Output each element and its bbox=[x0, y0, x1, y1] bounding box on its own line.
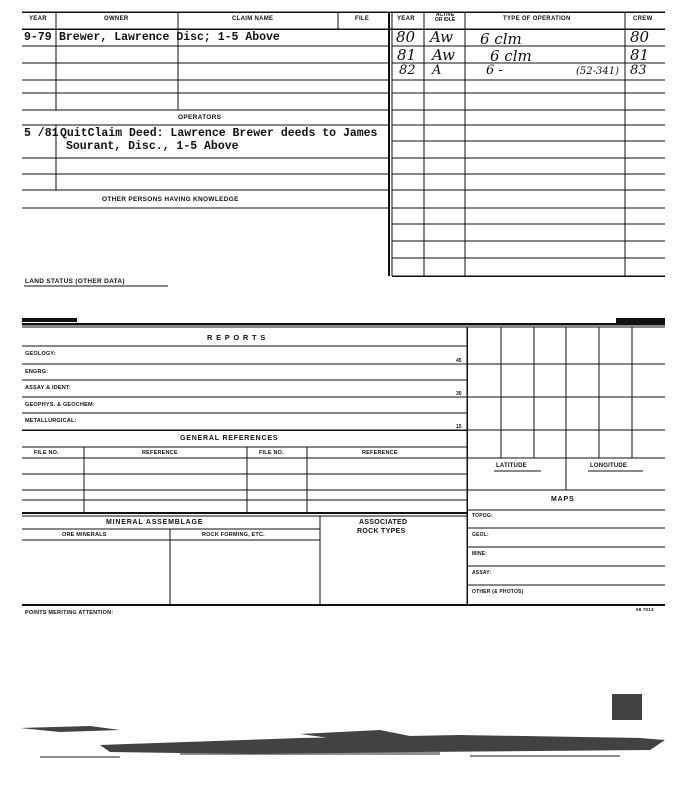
col-reference-2: REFERENCE bbox=[362, 450, 398, 456]
activity-status-2: Aw bbox=[432, 46, 455, 64]
rock-types-label: ROCK TYPES bbox=[357, 528, 406, 535]
activity-year-1: 80 bbox=[396, 28, 416, 46]
activity-operation-2: 6 clm bbox=[490, 47, 532, 65]
associated-label: ASSOCIATED bbox=[359, 519, 408, 526]
owner-entry-text: Brewer, Lawrence Disc; 1-5 Above bbox=[59, 31, 280, 44]
mineral-assemblage-heading: MINERAL ASSEMBLAGE bbox=[106, 519, 204, 526]
report-engrg: ENGRG: bbox=[25, 369, 49, 375]
marker-45: 45 bbox=[456, 358, 462, 364]
form-number: 59 7013 bbox=[636, 607, 654, 612]
activity-note-3: (52-341) bbox=[576, 66, 619, 77]
operator-line-2: Sourant, Disc., 1-5 Above bbox=[66, 140, 239, 153]
operator-date: 5 /81 bbox=[24, 127, 59, 140]
map-geol: GEOL: bbox=[472, 532, 489, 538]
land-status-heading: LAND STATUS (OTHER DATA) bbox=[25, 278, 125, 285]
marker-30: 30 bbox=[456, 391, 462, 397]
map-mine: MINE: bbox=[472, 551, 488, 557]
ore-minerals-label: ORE MINERALS bbox=[62, 532, 107, 538]
points-meriting-attention: POINTS MERITING ATTENTION: bbox=[25, 610, 114, 616]
header-claim-name: CLAIM NAME bbox=[232, 16, 274, 22]
report-geophys: GEOPHYS. & GEOCHEM: bbox=[25, 402, 95, 408]
rock-forming-label: ROCK FORMING, ETC. bbox=[202, 532, 265, 538]
col-file-no: FILE NO. bbox=[34, 450, 59, 456]
activity-operation-3: 6 - bbox=[486, 63, 503, 78]
header-file: FILE bbox=[355, 16, 370, 22]
activity-operation-1: 6 clm bbox=[480, 30, 522, 48]
activity-year-3: 82 bbox=[399, 63, 416, 78]
maps-heading: MAPS bbox=[551, 496, 575, 503]
marker-15: 15 bbox=[456, 424, 462, 430]
activity-year-2: 81 bbox=[397, 46, 417, 64]
map-assay: ASSAY: bbox=[472, 570, 492, 576]
header-crew: CREW bbox=[633, 16, 653, 22]
activity-crew-3: 83 bbox=[630, 63, 647, 78]
col-reference: REFERENCE bbox=[142, 450, 178, 456]
latitude-label: LATITUDE bbox=[496, 463, 527, 469]
header-year: YEAR bbox=[29, 16, 47, 22]
owner-entry-year: 9-79 bbox=[24, 31, 52, 44]
reports-heading: R E P O R T S bbox=[207, 333, 267, 342]
activity-status-3: A bbox=[432, 63, 442, 78]
report-metallurgical: METALLURGICAL: bbox=[25, 418, 77, 424]
report-assay: ASSAY & IDENT: bbox=[25, 385, 71, 391]
longitude-label: LONGITUDE bbox=[590, 463, 628, 469]
activity-crew-1: 80 bbox=[630, 28, 650, 46]
activity-status-1: Aw bbox=[430, 28, 453, 46]
col-file-no-2: FILE NO. bbox=[259, 450, 284, 456]
header-type-of-operation: TYPE OF OPERATION bbox=[503, 16, 571, 22]
map-topog: TOPOG: bbox=[472, 513, 493, 519]
operator-line-1: QuitClaim Deed: Lawrence Brewer deeds to James bbox=[60, 127, 378, 140]
header-owner: OWNER bbox=[104, 16, 129, 22]
operators-heading: OPERATORS bbox=[178, 114, 222, 121]
map-other: OTHER (& PHOTOS) bbox=[472, 589, 524, 595]
general-references-heading: GENERAL REFERENCES bbox=[180, 435, 279, 442]
other-persons-heading: OTHER PERSONS HAVING KNOWLEDGE bbox=[102, 196, 239, 203]
header-year-2: YEAR bbox=[397, 16, 415, 22]
activity-crew-2: 81 bbox=[630, 46, 650, 64]
report-geology: GEOLOGY: bbox=[25, 351, 56, 357]
header-active-idle: ACTIVE OR IDLE bbox=[434, 12, 456, 23]
